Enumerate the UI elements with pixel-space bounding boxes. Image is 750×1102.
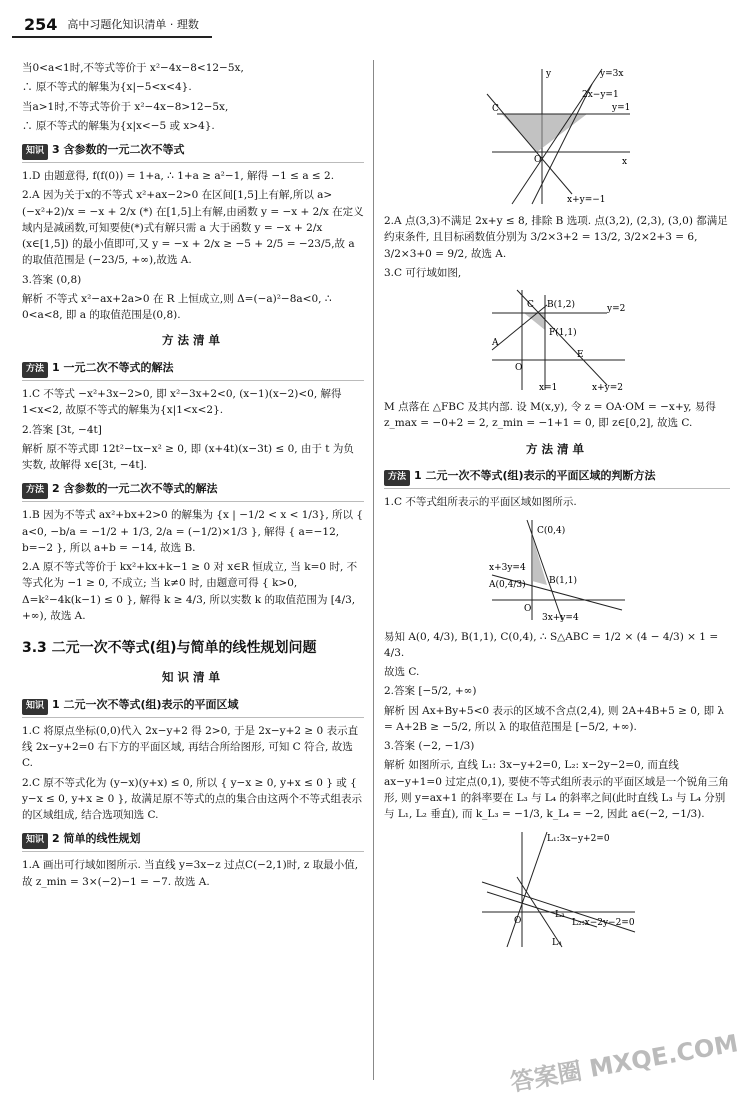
label-b: B(1,2): [547, 300, 575, 311]
line-oa: [492, 305, 547, 350]
line-x-y-neg1: [487, 94, 572, 194]
label-x-3y-4: x+3y=4: [489, 562, 526, 573]
heading-text: 1 二元一次不等式(组)表示的平面区域的判断方法: [414, 469, 656, 483]
label-2x-y-1: 2x−y=1: [582, 90, 619, 100]
page-number: 254: [24, 14, 58, 34]
paragraph: 2.A 点(3,3)不满足 2x+y ≤ 8, 排除 B 选项. 点(3,2), (2,3), (3,0) 都满足约束条件, 且目标函数值分别为 3/2×3+2 = 13/2, 3/2×2+3 = 6, 3/2×3+0 = 9/2, 故选 A.: [384, 215, 728, 260]
label-o: O: [515, 363, 523, 374]
paragraph: 1.C 不等式组所表示的平面区域如图所示.: [384, 496, 577, 509]
heading-text: 2 含参数的一元二次不等式的解法: [52, 482, 218, 496]
heading-text: 3 含参数的一元二次不等式: [52, 143, 185, 157]
label-x: x: [622, 157, 628, 167]
watermark: 答案圈 MXQE.COM: [508, 1029, 741, 1097]
book-title: 高中习题化知识清单 · 理数: [67, 18, 199, 32]
figure-f3: [487, 515, 627, 625]
label-l2: L₂:x−2y−2=0: [572, 917, 635, 928]
heading-tag: 知识: [22, 699, 48, 715]
paragraph: 1.C 将原点坐标(0,0)代入 2x−y+2 得 2>0, 于是 2x−y+2 ≥ 0 表示直线 2x−y+2=0 右下方的平面区域, 再结合所给图形, 可知 C 符合, 故选 C.: [22, 724, 359, 770]
paragraph: 解析 如图所示, 直线 L₁: 3x−y+2=0, L₂: x−2y−2=0, 而直线 ax−y+1=0 过定点(0,1), 要使不等式组所表示的平面区域是一个锐角三角形, 则 y=ax+1 的斜率要在 L₃ 与 L₄ 的斜率之间(此时直线 L₃ 与 L₄ 分别与 L₁, L₂ 垂直), 而 k_L₃ = −1/3, k_L₄ = −2, 因此 a∈(−2, −1/3).: [384, 759, 729, 821]
paragraph: 2.A 原不等式等价于 kx²+kx+k−1 ≥ 0 对 x∈R 恒成立, 当 k=0 时, 不等式化为 −1 ≥ 0, 不成立; 当 k≠0 时, 由题意可得 { k>0, Δ=k²−4k(k−1) ≤ 0 }, 解得 k ≥ 4/3, 所以实数 k 的取值范围为 [4/3, +∞), 故选 A.: [22, 561, 358, 622]
paragraph: ∴ 原不等式的解集为{x|−5<x<4}.: [22, 81, 192, 94]
paragraph: 3.答案 (0,8): [22, 273, 82, 286]
paragraph: 解析 不等式 x²−ax+2a>0 在 R 上恒成立,则 Δ=(−a)²−8a<0, ∴ 0<a<8, 即 a 的取值范围是(0,8).: [22, 292, 332, 322]
label-c: C(0,4): [537, 525, 566, 536]
heading-tag: 知识: [22, 144, 48, 160]
label-x-1: x=1: [539, 383, 558, 394]
paragraph: 故选 C.: [384, 666, 420, 679]
figure-f2: [487, 285, 627, 395]
heading-tag: 方法: [384, 470, 410, 486]
heading-text: 1 一元二次不等式的解法: [52, 361, 174, 375]
label-o: O: [514, 915, 522, 926]
label-l3: L₃: [555, 909, 565, 920]
paragraph: 2.C 原不等式化为 (y−x)(y+x) ≤ 0, 所以 { y−x ≥ 0, y+x ≤ 0 } 或 { y−x ≤ 0, y+x ≥ 0 }, 故满足原不等式的点的集合由这两个不等式组表示的区域组成, 结合选项知选 C.: [22, 776, 362, 822]
paragraph: M 点落在 △FBC 及其内部. 设 M(x,y), 令 z = OA·OM = −x+y, 易得 z_max = −0+2 = 2, z_min = −1+1 = 0, 即 z∈[0,2], 故选 C.: [384, 401, 716, 430]
paragraph: 易知 A(0, 4/3), B(1,1), C(0,4), ∴ S△ABC = 1/2 × (4 − 4/3) × 1 = 4/3.: [384, 630, 719, 659]
center-title: 方法清单: [162, 333, 224, 348]
label-l4: L₄: [552, 937, 562, 948]
paragraph: 3.C 可行域如图,: [384, 266, 462, 279]
paragraph: 2.A 因为关于x的不等式 x²+ax−2>0 在区间[1,5]上有解,所以 a> (−x²+2)/x = −x + 2/x (*) 在[1,5]上有解,由函数 y = −x + 2/x 在定义域内是减函数,可知要使(*)式有解只需 a 大于函数 y = −x + 2/x (x∈[1,5]) 的最小值即可,又 y = −x + 2/x ≥ −5 + 2/5 = −23/5,故 a 的取值范围是 (−23/5, +∞),故选 A.: [22, 189, 364, 267]
label-y: y: [546, 69, 552, 79]
section-heading: [22, 141, 364, 163]
feasible-region: [532, 535, 547, 585]
figure-f1: [482, 64, 632, 209]
paragraph: 3.答案 (−2, −1/3): [384, 740, 475, 753]
label-3x-y-4: 3x+y=4: [542, 612, 579, 623]
paragraph: 1.C 不等式 −x²+3x−2>0, 即 x²−3x+2<0, (x−1)(x−2)<0, 解得 1<x<2, 故原不等式的解集为{x|1<x<2}.: [22, 388, 342, 417]
label-l1: L₁:3x−y+2=0: [547, 833, 610, 844]
label-f: F(1,1): [549, 328, 577, 339]
paragraph: 2.答案 [−5/2, +∞): [384, 685, 477, 698]
section-heading: [384, 467, 730, 489]
center-title: 方法清单: [526, 441, 588, 456]
label-x-y-neg1: x+y=−1: [567, 195, 606, 205]
paragraph: 1.B 因为不等式 ax²+bx+2>0 的解集为 {x | −1/2 < x < 1/3}, 所以 { a<0, −b/a = −1/2 + 1/3, 2/a = (−1/2)×1/3 }, 解得 { a=−12, b=−2 }, 所以 a+b = −14, 故选 B.: [22, 509, 364, 554]
section-heading: [22, 480, 364, 502]
label-y-3x: y=3x: [600, 69, 624, 79]
line-l1: [507, 832, 547, 947]
label-o: O: [534, 155, 542, 165]
left-column: [22, 60, 364, 893]
section-heading: [22, 830, 364, 852]
right-column: [384, 60, 730, 956]
label-a: A(0,4/3): [489, 579, 526, 590]
label-y-1: y=1: [612, 103, 631, 113]
label-y-2: y=2: [607, 304, 626, 315]
paragraph: 当0<a<1时,不等式等价于 x²−4x−8<12−5x,: [22, 62, 244, 74]
label-a: A: [492, 338, 499, 349]
paragraph: 2.答案 [3t, −4t]: [22, 423, 102, 436]
heading-tag: 知识: [22, 833, 48, 849]
label-c: C: [492, 104, 499, 114]
heading-tag: 方法: [22, 483, 48, 499]
center-title: 知识清单: [162, 669, 224, 684]
column-divider: [373, 60, 374, 1080]
page-header: [12, 14, 212, 38]
label-x-y-2: x+y=2: [592, 383, 623, 394]
paragraph: 当a>1时,不等式等价于 x²−4x−8>12−5x,: [22, 100, 229, 113]
paragraph: 1.D 由题意得, f(f(0)) = 1+a, ∴ 1+a ≥ a²−1, 解得 −1 ≤ a ≤ 2.: [22, 170, 335, 182]
chapter-section-title: 3.3 二元一次不等式(组)与简单的线性规划问题: [22, 640, 317, 657]
section-heading: [22, 359, 364, 381]
label-e: E: [577, 350, 584, 361]
heading-tag: 方法: [22, 362, 48, 378]
label-o: O: [524, 603, 532, 614]
paragraph: 1.A 画出可行域如图所示. 当直线 y=3x−z 过点C(−2,1)时, z 取最小值, 故 z_min = 3×(−2)−1 = −7. 故选 A.: [22, 859, 359, 888]
heading-text: 2 简单的线性规划: [52, 832, 141, 846]
paragraph: 解析 原不等式即 12t²−tx−x² ≥ 0, 即 (x+4t)(x−3t) ≤ 0, 由于 t 为负实数, 故解得 x∈[3t, −4t].: [22, 442, 354, 472]
section-heading: [22, 696, 364, 718]
paragraph: 解析 因 Ax+By+5<0 表示的区域不含点(2,4), 则 2A+4B+5 ≥ 0, 即 λ = A+2B ≥ −5/2, 所以 λ 的取值范围是 [−5/2, +∞).: [384, 704, 725, 733]
paragraph: ∴ 原不等式的解集为{x|x<−5 或 x>4}.: [22, 119, 215, 132]
heading-text: 1 二元一次不等式(组)表示的平面区域: [52, 697, 239, 711]
figure-f4: [477, 827, 637, 952]
label-c: C: [527, 300, 534, 311]
label-b: B(1,1): [549, 575, 577, 586]
